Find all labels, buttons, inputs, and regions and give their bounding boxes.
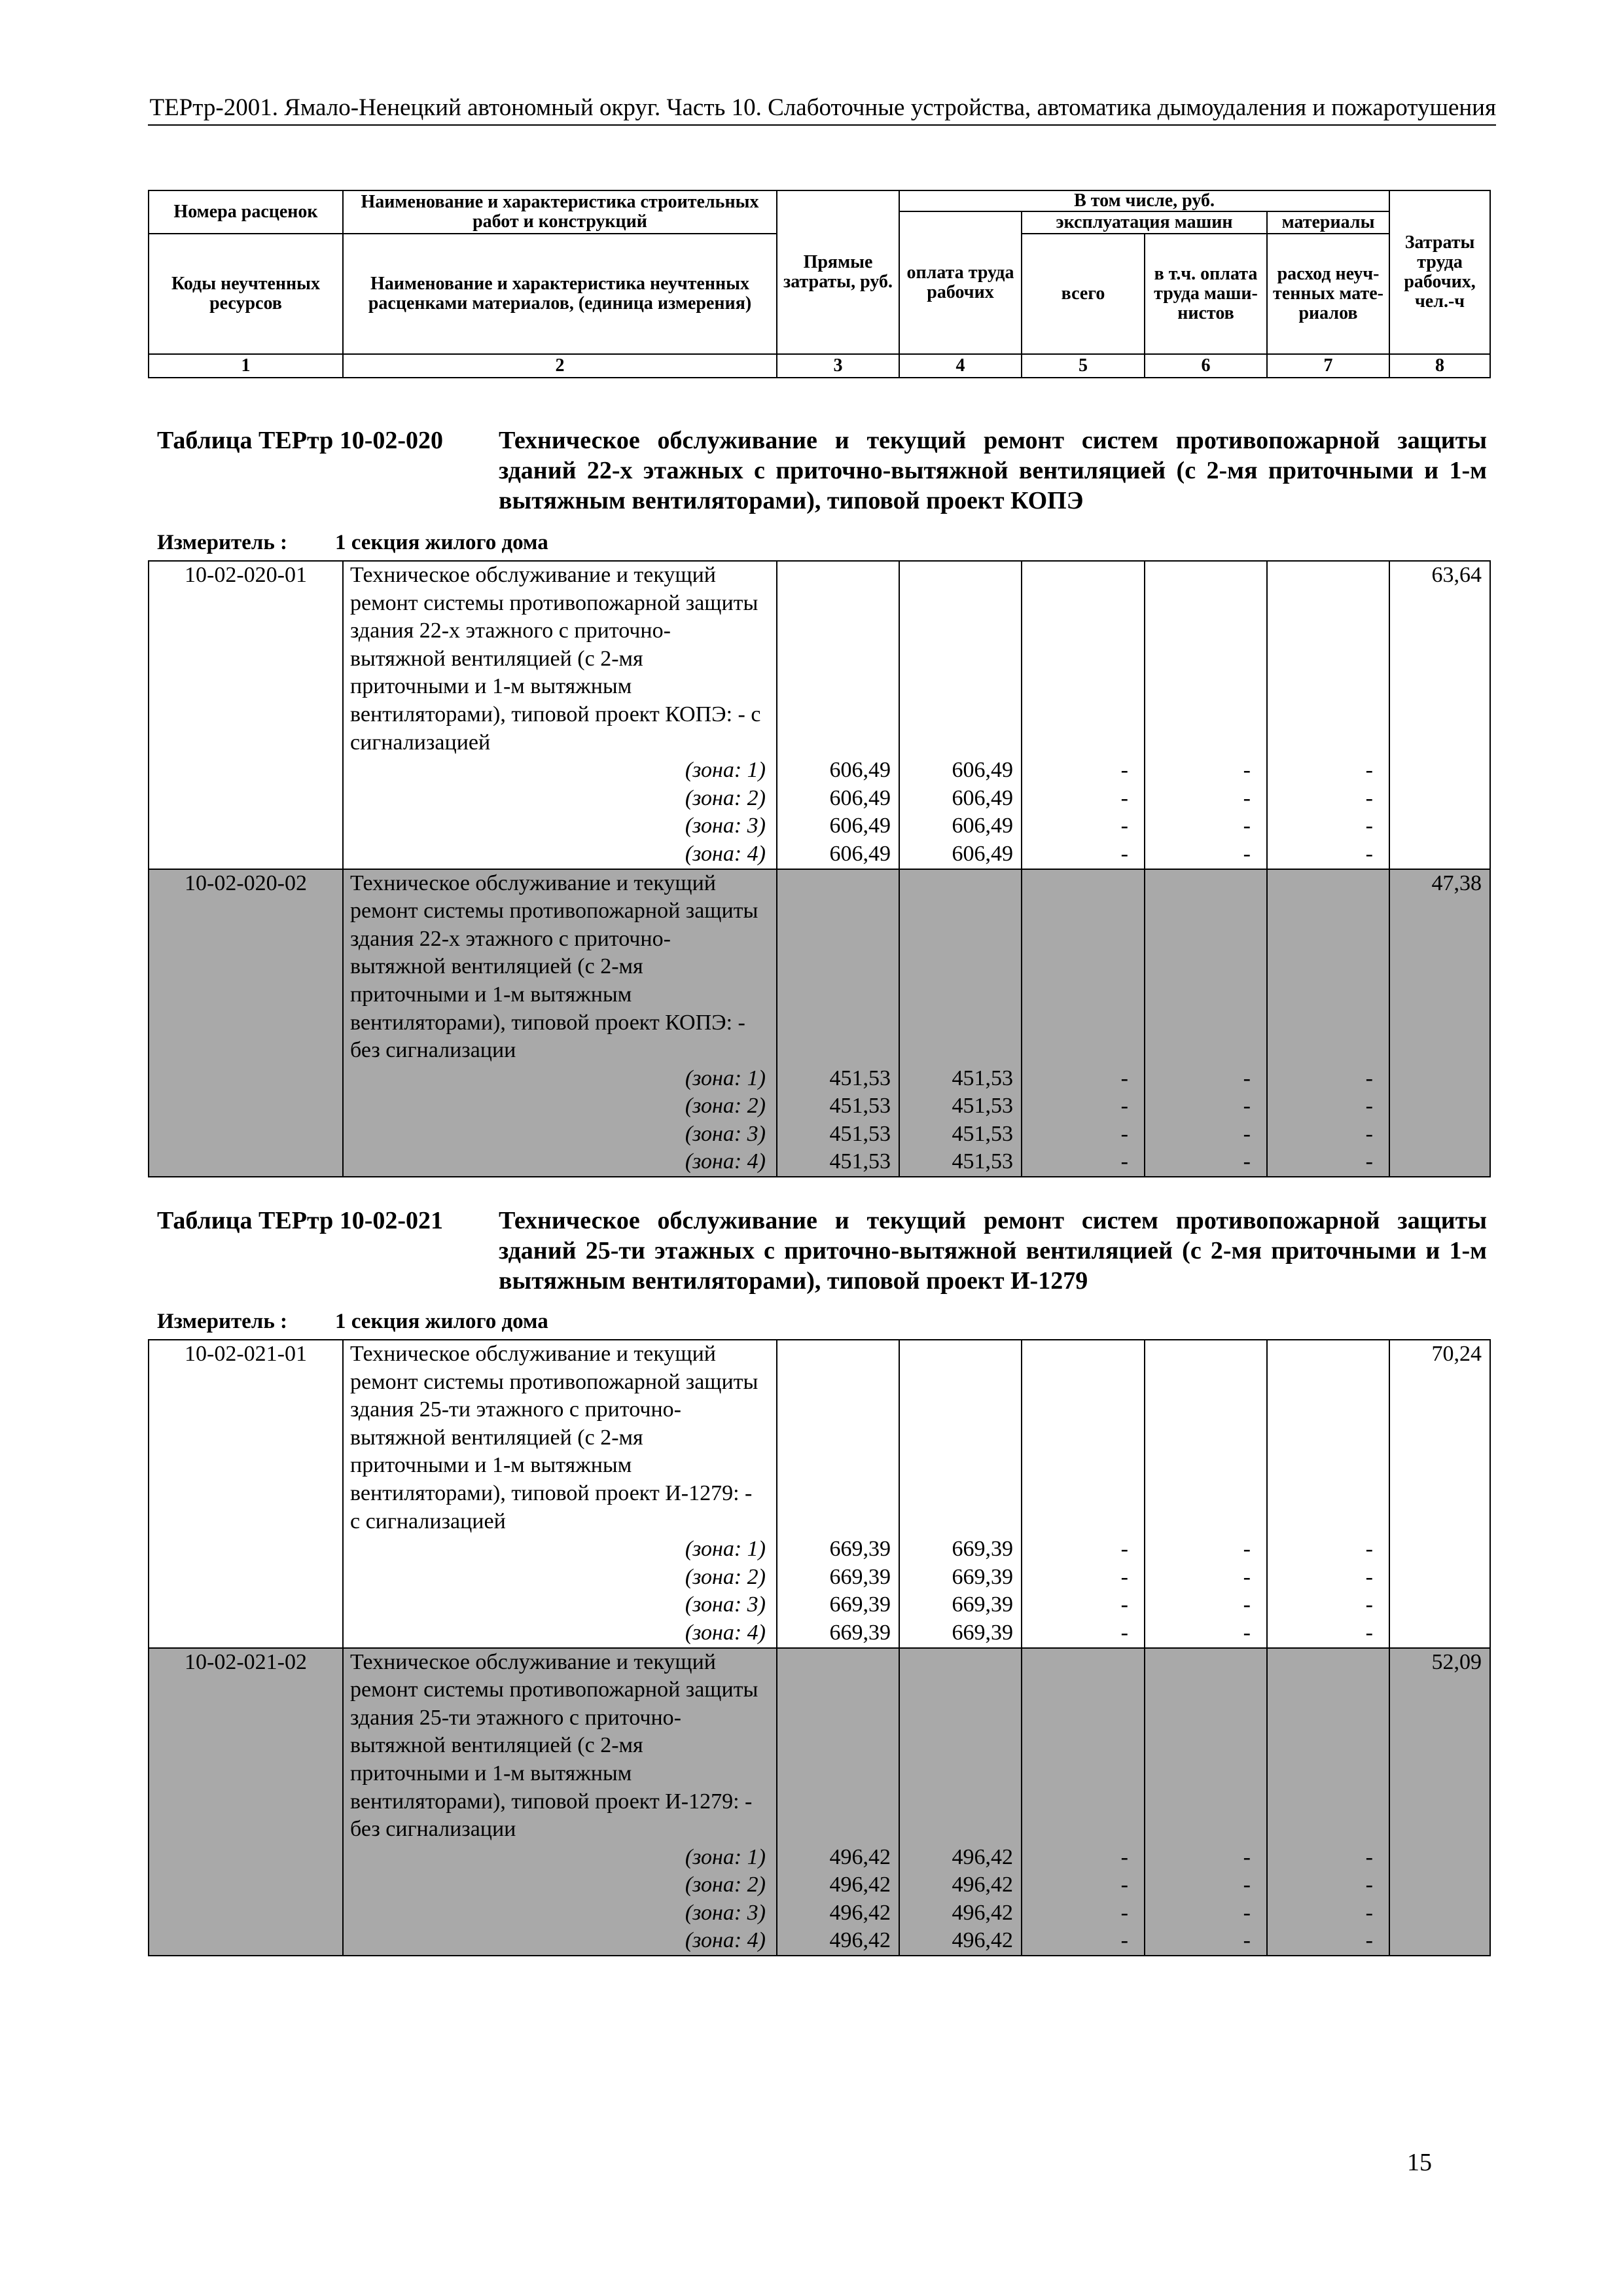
materials-value: - [1365,1928,1373,1953]
materials-value: - [1365,1066,1373,1090]
table-row [149,1340,1490,1648]
direct-cost-value: 451,53 [829,1149,891,1174]
rate-name: Техническое обслуживание и текущий ремонт системы противопожарной защиты здания 22-х этажного с приточно-вытяжной вентиляцией (с 2-мя приточными и 1-м вытяжным вентиляторами), типовой проект КОПЭ: - без сигнализации [350,870,758,1063]
machinist-pay-value: - [1243,1900,1251,1925]
machines-cell [1022,1340,1145,1648]
machinist-pay-value: - [1243,1121,1251,1146]
worker-pay-value: 606,49 [952,785,1013,810]
zone-label: (зона: 3) [685,1900,766,1925]
materials-cell [1267,1648,1389,1956]
header-machinist-pay: в т.ч. оплата труда маши- нистов [1145,234,1267,354]
worker-pay-value: 669,39 [952,1537,1013,1561]
worker-pay-value: 451,53 [952,1121,1013,1146]
table-title: Техническое обслуживание и текущий ремонт систем противопожарной защиты зданий 22-х этажных с приточно-вытяжной вентиляцией (с 2-мя приточными и 1-м вытяжным вентиляторами), типовой проект КОПЭ [499,427,1487,514]
machinist-pay-value: - [1243,1873,1251,1897]
materials-value: - [1365,1592,1373,1617]
machinist-pay-value: - [1243,1094,1251,1119]
header-rate-numbers: Номера расценок [149,190,343,234]
zone-label: (зона: 2) [685,1094,766,1119]
running-header-text: ТЕРтр-2001. Ямало-Ненецкий автономный округ. Часть 10. Слаботочные устройства, автоматика дымоудаления и пожаротушения [149,94,1496,121]
machinist-pay-value: - [1243,1537,1251,1561]
materials-value: - [1365,758,1373,782]
machines-value: - [1120,1928,1128,1953]
zone-label: (зона: 4) [685,841,766,866]
direct-costs-cell [777,561,899,869]
zone-label: (зона: 2) [685,1564,766,1589]
direct-costs-cell [777,869,899,1177]
table-title: Техническое обслуживание и текущий ремонт систем противопожарной защиты зданий 25-ти этажных с приточно-вытяжной вентиляцией (с 2-мя приточными и 1-м вытяжным вентиляторами), типовой проект И-1279 [499,1207,1487,1295]
table-row [149,1648,1490,1956]
machinist-pay-value: - [1243,814,1251,838]
machinist-pay-cell [1145,1340,1267,1648]
machinist-pay-value: - [1243,1066,1251,1090]
header-num: 2 [343,354,777,378]
labor-value: 63,64 [1389,561,1490,869]
worker-pay-value: 496,42 [952,1928,1013,1953]
meter-value: 1 секция жилого дома [335,531,548,554]
materials-value: - [1365,1873,1373,1897]
zone-label: (зона: 4) [685,1928,766,1953]
worker-pay-value: 606,49 [952,841,1013,866]
header-materials-sub: расход неуч- тенных мате- риалов [1267,234,1389,354]
table-row [149,561,1490,869]
rate-name: Техническое обслуживание и текущий ремонт системы противопожарной защиты здания 25-ти этажного с приточно-вытяжной вентиляцией (с 2-мя приточными и 1-м вытяжным вентиляторами), типовой проект И-1279: - без сигнализации [350,1649,758,1842]
header-num: 8 [1389,354,1490,378]
header-num: 3 [777,354,899,378]
direct-costs-cell [777,1340,899,1648]
direct-cost-value: 606,49 [829,758,891,782]
direct-cost-value: 496,42 [829,1844,891,1869]
zone-label: (зона: 4) [685,1620,766,1645]
rate-name: Техническое обслуживание и текущий ремонт системы противопожарной защиты здания 22-х этажного с приточно-вытяжной вентиляцией (с 2-мя приточными и 1-м вытяжным вентиляторами), типовой проект КОПЭ: - с сигнализацией [350,563,761,755]
direct-cost-value: 451,53 [829,1121,891,1146]
labor-value: 52,09 [1389,1648,1490,1956]
worker-pay-value: 496,42 [952,1873,1013,1897]
rate-code: 10-02-020-02 [149,869,343,1177]
machinist-pay-cell [1145,561,1267,869]
machinist-pay-value: - [1243,1564,1251,1589]
machines-value: - [1120,1149,1128,1174]
header-machines: эксплуатация машин [1022,211,1267,234]
materials-value: - [1365,1121,1373,1146]
rates-table [148,1339,1491,1956]
direct-costs-cell [777,1648,899,1956]
worker-pay-cell [899,869,1022,1177]
worker-pay-value: 669,39 [952,1592,1013,1617]
materials-cell [1267,869,1389,1177]
machinist-pay-value: - [1243,1592,1251,1617]
direct-cost-value: 451,53 [829,1066,891,1090]
rate-name-cell [343,869,777,1177]
zone-label: (зона: 1) [685,758,766,783]
direct-cost-value: 496,42 [829,1873,891,1897]
machines-value: - [1120,1900,1128,1925]
zone-label: (зона: 2) [685,785,766,810]
header-machines-total: всего [1022,234,1145,354]
direct-cost-value: 496,42 [829,1900,891,1925]
table-label: Таблица ТЕРтр 10-02-021 [157,1207,444,1234]
direct-cost-value: 669,39 [829,1564,891,1589]
worker-pay-cell [899,1340,1022,1648]
header-materials: материалы [1267,211,1389,234]
materials-cell [1267,1340,1389,1648]
machines-cell [1022,561,1145,869]
meter-label: Измеритель : [157,531,288,554]
meter-line [157,530,548,555]
header-including: В том числе, руб. [899,190,1389,211]
materials-value: - [1365,1537,1373,1561]
materials-value: - [1365,1900,1373,1925]
materials-value: - [1365,814,1373,838]
machinist-pay-value: - [1243,1620,1251,1645]
worker-pay-cell [899,1648,1022,1956]
materials-value: - [1365,1844,1373,1869]
direct-cost-value: 669,39 [829,1537,891,1561]
worker-pay-value: 451,53 [952,1066,1013,1090]
header-work-name: Наименование и характеристика строительных работ и конструкций [343,190,777,234]
direct-cost-value: 496,42 [829,1928,891,1953]
table-row [149,869,1490,1177]
materials-value: - [1365,1620,1373,1645]
header-num: 5 [1022,354,1145,378]
rate-code: 10-02-020-01 [149,561,343,869]
machines-value: - [1120,1094,1128,1119]
machinist-pay-cell [1145,1648,1267,1956]
worker-pay-value: 496,42 [952,1844,1013,1869]
column-header-table [148,190,1491,378]
machines-value: - [1120,758,1128,782]
direct-cost-value: 606,49 [829,785,891,810]
page-number: 15 [1407,2149,1432,2176]
machinist-pay-value: - [1243,1928,1251,1953]
rates-table [148,560,1491,1177]
zone-label: (зона: 1) [685,1066,766,1090]
machines-value: - [1120,785,1128,810]
worker-pay-value: 451,53 [952,1149,1013,1174]
meter-line [157,1309,548,1334]
machines-value: - [1120,841,1128,866]
direct-cost-value: 606,49 [829,814,891,838]
rate-code: 10-02-021-01 [149,1340,343,1648]
machines-value: - [1120,1592,1128,1617]
machinist-pay-value: - [1243,841,1251,866]
rate-code: 10-02-021-02 [149,1648,343,1956]
header-labor: Затраты труда рабочих, чел.-ч [1389,190,1490,354]
machinist-pay-value: - [1243,758,1251,782]
labor-value: 70,24 [1389,1340,1490,1648]
zone-label: (зона: 1) [685,1844,766,1869]
header-worker-pay: оплата труда рабочих [899,211,1022,354]
materials-value: - [1365,841,1373,866]
machines-value: - [1120,1873,1128,1897]
rate-name-cell [343,1340,777,1648]
machinist-pay-value: - [1243,1844,1251,1869]
machines-value: - [1120,1844,1128,1869]
zone-label: (зона: 3) [685,1121,766,1146]
machinist-pay-value: - [1243,1149,1251,1174]
worker-pay-value: 496,42 [952,1900,1013,1925]
meter-value: 1 секция жилого дома [335,1310,548,1333]
zone-label: (зона: 4) [685,1149,766,1174]
materials-value: - [1365,1564,1373,1589]
materials-value: - [1365,785,1373,810]
direct-cost-value: 669,39 [829,1592,891,1617]
zone-label: (зона: 3) [685,1592,766,1617]
header-direct-costs: Прямые затраты, руб. [777,190,899,354]
zone-label: (зона: 1) [685,1537,766,1562]
rate-name-cell [343,1648,777,1956]
labor-value: 47,38 [1389,869,1490,1177]
direct-cost-value: 606,49 [829,841,891,866]
worker-pay-value: 669,39 [952,1620,1013,1645]
header-resource-codes: Коды неучтенных ресурсов [149,234,343,354]
machines-value: - [1120,1537,1128,1561]
machines-cell [1022,869,1145,1177]
header-num: 7 [1267,354,1389,378]
zone-label: (зона: 3) [685,814,766,838]
worker-pay-value: 669,39 [952,1564,1013,1589]
machines-value: - [1120,814,1128,838]
rate-name-cell [343,561,777,869]
meter-label: Измеритель : [157,1310,288,1333]
worker-pay-value: 606,49 [952,758,1013,782]
materials-value: - [1365,1149,1373,1174]
machines-value: - [1120,1620,1128,1645]
machines-value: - [1120,1121,1128,1146]
machinist-pay-cell [1145,869,1267,1177]
materials-value: - [1365,1094,1373,1119]
zone-label: (зона: 2) [685,1873,766,1897]
worker-pay-cell [899,561,1022,869]
header-num: 4 [899,354,1022,378]
header-num: 1 [149,354,343,378]
rate-name: Техническое обслуживание и текущий ремонт системы противопожарной защиты здания 25-ти этажного с приточно-вытяжной вентиляцией (с 2-мя приточными и 1-м вытяжным вентиляторами), типовой проект И-1279: - с сигнализацией [350,1342,758,1534]
header-material-name: Наименование и характеристика неучтенных расценками материалов, (единица измерения) [343,234,777,354]
materials-cell [1267,561,1389,869]
machines-value: - [1120,1066,1128,1090]
direct-cost-value: 451,53 [829,1094,891,1119]
machines-value: - [1120,1564,1128,1589]
direct-cost-value: 669,39 [829,1620,891,1645]
worker-pay-value: 451,53 [952,1094,1013,1119]
machines-cell [1022,1648,1145,1956]
running-header [148,93,1496,126]
table-label: Таблица ТЕРтр 10-02-020 [157,427,444,454]
machinist-pay-value: - [1243,785,1251,810]
header-num: 6 [1145,354,1267,378]
worker-pay-value: 606,49 [952,814,1013,838]
